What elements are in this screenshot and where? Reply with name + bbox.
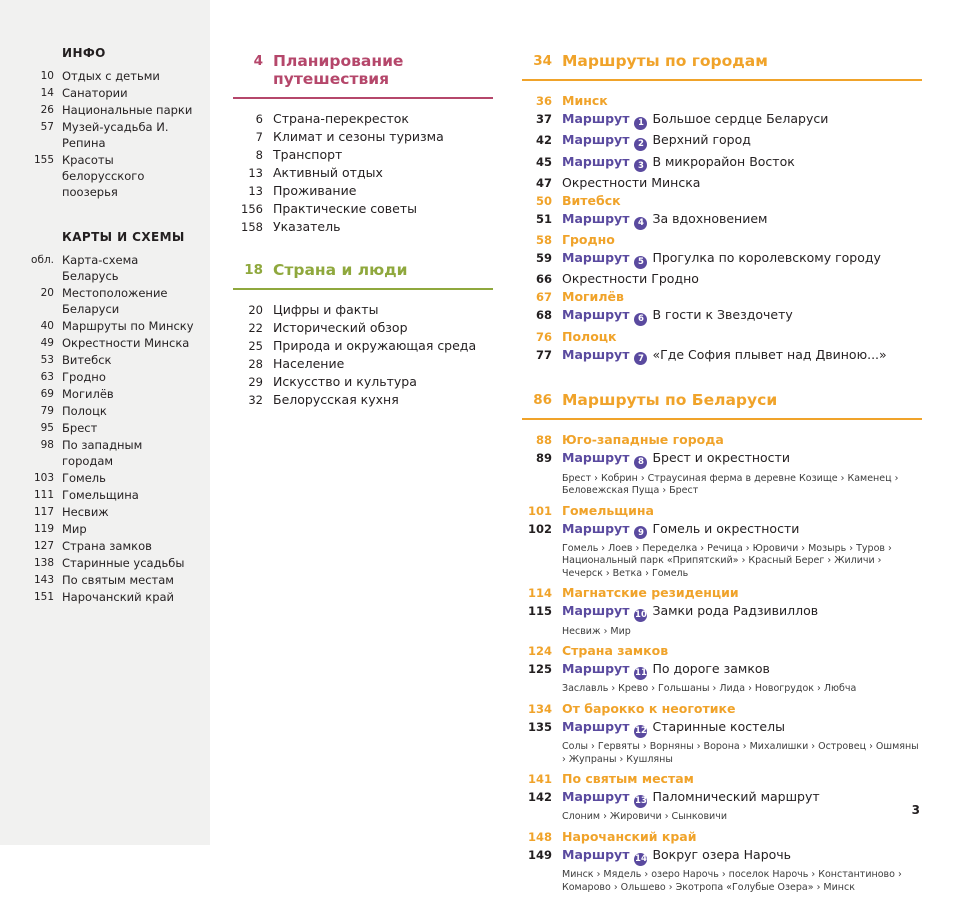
route-number-badge: 12	[635, 725, 647, 736]
toc-entry	[28, 285, 196, 317]
toc-entry-subhead	[522, 433, 922, 448]
entry-page-number: 26	[40, 104, 54, 116]
toc-entry-route	[522, 348, 922, 366]
page-number: 3	[911, 803, 920, 817]
toc-entry-route	[522, 848, 922, 866]
entry-page-number: 57	[40, 121, 54, 133]
toc-entry	[233, 375, 493, 390]
entry-page-number: 40	[40, 320, 54, 332]
entry-page-number: 143	[33, 574, 54, 586]
route-word: Маршрут	[562, 520, 630, 536]
toc-entry-route	[522, 790, 922, 808]
toc-entry-subhead	[522, 830, 922, 845]
entry-label: Практические советы	[273, 201, 417, 216]
chapter-page-number: 86	[533, 392, 552, 409]
entry-label: Белорусская кухня	[273, 391, 399, 407]
toc-entry	[28, 335, 196, 351]
entry-label: Несвиж	[62, 505, 109, 519]
route-number-badge: 14	[635, 853, 647, 864]
toc-entry	[28, 555, 196, 571]
entry-label: Исторический обзор	[273, 319, 408, 335]
route-number-badge: 13	[635, 796, 647, 806]
entry-label: Брест	[62, 421, 98, 435]
entry-label: Нарочанский край	[562, 828, 697, 844]
sidebar	[0, 0, 210, 845]
entry-label: Природа и окружающая среда	[273, 337, 477, 353]
entry-label: Национальные парки	[62, 103, 193, 117]
route-itinerary: Несвиж › Мир	[562, 625, 631, 637]
entry-page-number: 58	[535, 233, 552, 247]
entry-label: Местоположение Беларуси	[62, 286, 168, 316]
entry-page-number: 98	[40, 439, 54, 451]
toc-entry	[233, 321, 493, 336]
route-number-badge: 6	[634, 313, 647, 326]
entry-page-number: 117	[33, 506, 54, 518]
route-number-badge: 11	[635, 668, 647, 678]
entry-label: По святым местам	[62, 573, 174, 587]
entry-label: По западным городам	[62, 438, 143, 468]
sidebar-sections	[28, 46, 196, 605]
entry-label: Санатории	[62, 86, 128, 100]
toc-entry	[28, 504, 196, 520]
entry-label: Цифры и факты	[273, 301, 379, 317]
entry-label	[562, 790, 820, 808]
entry-page-number: 89	[535, 451, 552, 466]
entry-page-number: 149	[527, 847, 552, 862]
route-name: Гомель и окрестности	[652, 520, 800, 536]
toc-entry	[28, 589, 196, 605]
route-name: По дороге замков	[652, 661, 770, 676]
toc-entry	[233, 148, 493, 163]
toc-entry	[28, 420, 196, 436]
toc-entry	[233, 357, 493, 372]
entry-label: Окрестности Гродно	[562, 271, 699, 287]
entry-page-number: 50	[535, 193, 552, 208]
entry-label: Гродно	[562, 232, 615, 247]
entry-label: Красоты белорусского поозерья	[62, 153, 145, 199]
toc-entry	[28, 487, 196, 503]
routes-heading	[522, 52, 922, 81]
route-word: Маршрут	[562, 210, 630, 226]
entry-page-number: 8	[255, 148, 263, 162]
toc-entry	[28, 352, 196, 368]
entry-label	[562, 522, 799, 540]
entry-label: Климат и сезоны туризма	[273, 129, 444, 144]
toc-entry-route	[522, 212, 922, 230]
chapter-section	[233, 52, 493, 235]
entry-label: Мир	[62, 522, 87, 536]
entry-label: Проживание	[273, 183, 357, 198]
routes-section	[522, 52, 922, 365]
toc-entry	[28, 318, 196, 334]
toc-entry-route	[522, 720, 922, 738]
toc-entry-subhead	[522, 233, 922, 248]
entry-label: Гомельщина	[62, 488, 139, 502]
entry-label	[562, 451, 790, 469]
entry-page-number: 67	[535, 290, 552, 305]
entry-label: От барокко к неоготике	[562, 700, 736, 716]
toc-entry-plain	[522, 176, 922, 191]
entry-page-number: 63	[40, 371, 54, 383]
entry-label	[562, 604, 818, 622]
route-word: Маршрут	[562, 111, 630, 126]
chapter-heading	[233, 52, 493, 99]
entry-label: Минск	[562, 93, 608, 108]
entry-page-number: 51	[535, 211, 552, 226]
entry-label	[562, 155, 795, 173]
route-word: Маршрут	[562, 450, 630, 466]
route-word: Маршрут	[562, 603, 630, 619]
entry-label: Указатель	[273, 219, 341, 234]
entry-page-number: 77	[535, 347, 552, 362]
entry-page-number: 32	[248, 392, 263, 407]
entry-page-number: 127	[33, 540, 54, 552]
entry-label: Юго-западные города	[562, 432, 724, 448]
entry-page-number: 138	[33, 557, 54, 569]
entry-label	[562, 133, 751, 151]
entry-page-number: 134	[527, 701, 552, 716]
entry-label: Полоцк	[562, 328, 617, 344]
entry-label: Страна замков	[62, 539, 152, 553]
entry-label: Страна замков	[562, 643, 669, 658]
entry-label: Искусство и культура	[273, 373, 417, 389]
entry-label: Окрестности Минска	[62, 336, 190, 350]
entry-label	[562, 348, 887, 366]
middle-column	[233, 52, 493, 411]
toc-entry	[28, 68, 196, 84]
entry-label: Старинные усадьбы	[62, 556, 185, 570]
entry-label: Музей-усадьба И. Репина	[62, 120, 169, 150]
toc-entry-route	[522, 155, 922, 173]
toc-entry	[233, 112, 493, 127]
entry-page-number: 111	[33, 489, 54, 501]
entry-page-number: 47	[535, 175, 552, 190]
entry-page-number: 88	[535, 433, 552, 448]
toc-entry-route	[522, 662, 922, 680]
entry-page-number: 22	[248, 320, 263, 335]
entry-page-number: 25	[248, 338, 263, 353]
toc-entry-subhead	[522, 330, 922, 345]
entry-label: Маршруты по Минску	[62, 319, 194, 333]
entry-page-number: 69	[40, 388, 54, 400]
toc-entry-subhead	[522, 194, 922, 209]
route-itinerary: Слоним › Жировичи › Сынковичи	[562, 811, 728, 823]
entry-label: Полоцк	[62, 404, 107, 418]
route-word: Маршрут	[562, 346, 630, 362]
entry-page-number: 36	[535, 94, 552, 108]
entry-page-number: 79	[40, 405, 54, 417]
toc-entry-route	[522, 112, 922, 130]
entry-page-number: 124	[527, 644, 552, 658]
toc-entry-plain	[522, 272, 922, 287]
toc-entry-route	[522, 522, 922, 540]
entry-page-number: 29	[248, 374, 263, 389]
route-number-badge: 7	[634, 352, 647, 365]
entry-page-number: 155	[33, 154, 54, 166]
entry-page-number: 114	[527, 586, 552, 601]
entry-label: Окрестности Минска	[562, 174, 701, 190]
entry-label	[562, 251, 881, 269]
entry-label: Могилёв	[62, 387, 114, 401]
chapter-title: Маршруты по Беларуси	[562, 391, 778, 410]
entry-label: Гродно	[62, 370, 106, 384]
toc-entry	[233, 393, 493, 408]
entry-label	[562, 662, 770, 680]
entry-page-number: 119	[33, 523, 54, 535]
toc-entry	[28, 572, 196, 588]
entry-label: По святым местам	[562, 771, 694, 786]
toc-entry	[233, 303, 493, 318]
entry-page-number: 125	[527, 662, 552, 676]
route-itinerary: Гомель › Лоев › Переделка › Речица › Юровичи › Мозырь › Туров › Национальный парк «Припятский» › Красный Берег › Жиличи › Чечерск › Ветка › Гомель	[562, 542, 892, 579]
toc-entry	[28, 85, 196, 101]
toc-entry-subhead	[522, 586, 922, 601]
route-number-badge: 8	[634, 456, 647, 469]
entry-label	[562, 848, 791, 866]
entry-page-number: 141	[527, 772, 552, 786]
route-name: Паломнический маршрут	[652, 789, 820, 804]
toc-entry-subhead	[522, 772, 922, 787]
routes-heading	[522, 391, 922, 420]
entry-page-number: 49	[40, 337, 54, 349]
toc-entry	[28, 538, 196, 554]
chapter-title: Планирование путешествия	[273, 52, 404, 88]
entry-page-number: 158	[241, 220, 263, 234]
toc-entry	[28, 521, 196, 537]
route-number-badge: 3	[634, 159, 647, 172]
entry-page-number: 103	[33, 472, 54, 484]
toc-entry	[28, 152, 196, 200]
entry-label: Могилёв	[562, 289, 624, 305]
route-name: Большое сердце Беларуси	[652, 111, 829, 126]
route-itinerary: Минск › Мядель › озеро Нарочь › поселок Нарочь › Константиново › Комарово › Ольшево › Экотропа «Голубые Озера» › Минск	[562, 869, 902, 893]
toc-entry	[28, 470, 196, 486]
entry-label: Магнатские резиденции	[562, 585, 739, 601]
entry-page-number: 135	[527, 719, 552, 734]
toc-entry-route	[522, 251, 922, 269]
toc-entry-route	[522, 451, 922, 469]
entry-page-number: 115	[527, 604, 552, 619]
toc-entry-subhead	[522, 644, 922, 659]
toc-entry	[28, 102, 196, 118]
entry-page-number: 6	[255, 112, 263, 126]
route-word: Маршрут	[562, 307, 630, 323]
route-name: Верхний город	[652, 132, 751, 148]
chapter-section	[233, 261, 493, 408]
entry-page-number: 37	[535, 112, 552, 126]
entry-page-number: 13	[248, 184, 263, 198]
entry-page-number: 42	[535, 133, 552, 148]
entry-label: Страна-перекресток	[273, 111, 409, 126]
route-word: Маршрут	[562, 846, 630, 862]
sidebar-section	[28, 46, 196, 200]
entry-label: Карта-схема Беларусь	[62, 253, 139, 283]
sidebar-section-title: ИНФО	[62, 46, 106, 60]
route-name: В микрорайон Восток	[652, 153, 795, 169]
sidebar-section-title: КАРТЫ И СХЕМЫ	[62, 230, 185, 244]
entry-page-number: обл.	[31, 254, 54, 266]
entry-label	[562, 112, 828, 130]
sidebar-section	[28, 230, 196, 605]
entry-page-number: 53	[40, 354, 54, 366]
route-name: Вокруг озера Нарочь	[652, 846, 792, 862]
route-number-badge: 9	[634, 526, 647, 539]
entry-page-number: 101	[527, 503, 552, 518]
chapter-title: Страна и люди	[273, 260, 408, 279]
chapter-heading	[233, 261, 493, 290]
route-itinerary: Солы › Гервяты › Ворняны › Ворона › Михалишки › Островец › Ошмяны › Жупраны › Кушляны	[562, 741, 919, 765]
toc-entry	[28, 252, 196, 284]
entry-page-number: 14	[40, 87, 54, 99]
route-name: Старинные костелы	[652, 718, 785, 734]
chapter-page-number: 4	[253, 53, 263, 69]
toc-entry	[233, 130, 493, 145]
toc-entry-route	[522, 308, 922, 326]
toc-entry	[233, 202, 493, 217]
entry-page-number: 7	[255, 130, 263, 144]
entry-label	[562, 720, 785, 738]
route-word: Маршрут	[562, 153, 630, 169]
chapter-title: Маршруты по городам	[562, 52, 768, 70]
toc-entry-subhead	[522, 504, 922, 519]
toc-entry-subhead	[522, 290, 922, 305]
chapter-page-number: 34	[533, 53, 552, 69]
entry-label: Гомельщина	[562, 502, 654, 518]
toc-entry	[233, 339, 493, 354]
entry-page-number: 20	[248, 302, 263, 317]
toc-entry	[28, 369, 196, 385]
toc-entry	[28, 386, 196, 402]
entry-page-number: 59	[535, 251, 552, 265]
route-word: Маршрут	[562, 718, 630, 734]
route-number-badge: 4	[634, 217, 647, 230]
route-word: Маршрут	[562, 661, 630, 676]
route-word: Маршрут	[562, 132, 630, 148]
entry-page-number: 10	[40, 70, 54, 82]
toc-entry-subhead	[522, 702, 922, 717]
toc-entry	[233, 166, 493, 181]
route-number-badge: 5	[634, 256, 647, 269]
route-number-badge: 10	[635, 610, 647, 621]
toc-entry	[28, 403, 196, 419]
entry-page-number: 76	[535, 329, 552, 344]
entry-label	[562, 212, 767, 230]
route-name: «Где София плывет над Двиною...»	[652, 346, 887, 362]
route-number-badge: 2	[634, 138, 647, 151]
toc-entry	[233, 220, 493, 235]
entry-page-number: 102	[527, 521, 552, 536]
route-word: Маршрут	[562, 789, 630, 804]
toc-entry	[28, 119, 196, 151]
entry-page-number: 28	[248, 356, 263, 371]
entry-page-number: 68	[535, 308, 552, 323]
entry-page-number: 148	[527, 829, 552, 844]
entry-page-number: 20	[40, 287, 54, 299]
toc-entry	[28, 437, 196, 469]
route-name: Прогулка по королевскому городу	[652, 250, 881, 265]
route-word: Маршрут	[562, 250, 630, 265]
toc-entry-route	[522, 604, 922, 622]
entry-label: Транспорт	[273, 147, 343, 162]
route-name: За вдохновением	[652, 210, 768, 226]
route-number-badge: 1	[634, 117, 647, 130]
entry-label: Витебск	[62, 353, 112, 367]
route-itinerary: Брест › Кобрин › Страусиная ферма в деревне Козище › Каменец › Беловежская Пуща › Брест	[562, 472, 899, 496]
entry-label	[562, 308, 793, 326]
entry-label: Нарочанский край	[62, 590, 175, 604]
entry-page-number: 156	[241, 202, 263, 216]
toc-entry-route	[522, 133, 922, 151]
entry-label: Активный отдых	[273, 165, 383, 180]
entry-page-number: 95	[40, 422, 54, 434]
toc-entry	[233, 184, 493, 199]
entry-label: Гомель	[62, 471, 106, 485]
chapter-page-number: 18	[244, 261, 263, 278]
route-name: Брест и окрестности	[652, 450, 790, 466]
entry-label: Население	[273, 355, 345, 371]
entry-page-number: 13	[248, 166, 263, 180]
entry-label: Витебск	[562, 192, 621, 208]
toc-entry-subhead	[522, 94, 922, 109]
route-name: Замки рода Радзивиллов	[652, 603, 819, 619]
entry-page-number: 45	[535, 154, 552, 169]
route-itinerary: Заславль › Крево › Гольшаны › Лида › Новогрудок › Любча	[562, 683, 857, 695]
entry-label: Отдых с детьми	[62, 69, 160, 83]
entry-page-number: 66	[535, 272, 552, 287]
entry-page-number: 151	[33, 591, 54, 603]
entry-page-number: 142	[527, 790, 552, 804]
routes-section	[522, 391, 922, 894]
route-name: В гости к Звездочету	[652, 307, 793, 323]
right-column	[522, 52, 922, 900]
